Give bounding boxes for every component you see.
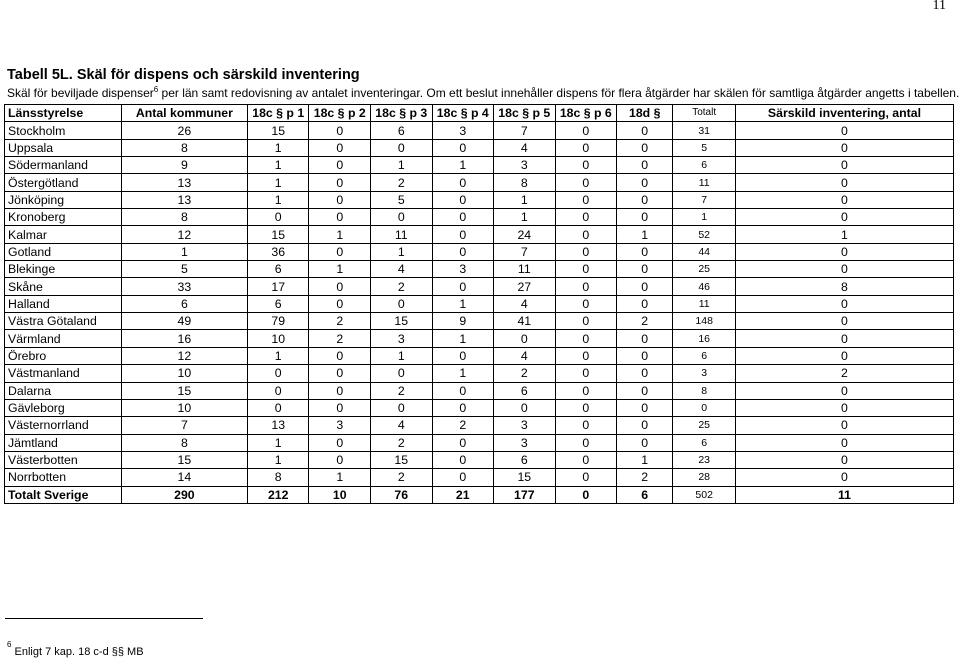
county-name-cell: Östergötland bbox=[5, 174, 122, 191]
table-cell: 6 bbox=[494, 451, 556, 468]
county-name-cell: Halland bbox=[5, 295, 122, 312]
table-cell: 41 bbox=[494, 313, 556, 330]
table-cell: 15 bbox=[247, 226, 309, 243]
table-cell: 1 bbox=[432, 365, 494, 382]
table-row bbox=[5, 434, 954, 451]
table-cell: 1 bbox=[309, 261, 371, 278]
table-row bbox=[5, 365, 954, 382]
table-cell: 31 bbox=[673, 122, 736, 139]
table-cell: 2 bbox=[617, 469, 673, 486]
table-row bbox=[5, 278, 954, 295]
county-name-cell: Skåne bbox=[5, 278, 122, 295]
table-cell: 0 bbox=[555, 330, 617, 347]
table-cell: 0 bbox=[432, 382, 494, 399]
county-name-cell: Värmland bbox=[5, 330, 122, 347]
table-cell: 0 bbox=[735, 417, 953, 434]
table-cell: 33 bbox=[121, 278, 247, 295]
table-cell: 0 bbox=[309, 347, 371, 364]
table-cell: 0 bbox=[735, 451, 953, 468]
table-cell: 10 bbox=[121, 365, 247, 382]
table-cell: 0 bbox=[735, 139, 953, 156]
table-cell: 0 bbox=[735, 157, 953, 174]
table-cell: 0 bbox=[432, 226, 494, 243]
table-cell: 502 bbox=[673, 486, 736, 503]
table-cell: 11 bbox=[673, 295, 736, 312]
table-cell: 0 bbox=[432, 399, 494, 416]
table-cell: 14 bbox=[121, 469, 247, 486]
table-row bbox=[5, 417, 954, 434]
table-cell: 6 bbox=[673, 347, 736, 364]
table-cell: 0 bbox=[555, 157, 617, 174]
table-cell: 4 bbox=[494, 295, 556, 312]
table-cell: 0 bbox=[494, 399, 556, 416]
dispensation-table bbox=[4, 104, 954, 504]
table-row bbox=[5, 174, 954, 191]
table-cell: 8 bbox=[247, 469, 309, 486]
subtitle-text-start: Skäl för beviljade dispenser bbox=[7, 86, 154, 100]
table-cell: 3 bbox=[494, 434, 556, 451]
table-cell: 1 bbox=[673, 209, 736, 226]
table-cell: 0 bbox=[617, 295, 673, 312]
table-row bbox=[5, 209, 954, 226]
table-title: Tabell 5L. Skäl för dispens och särskild inventering bbox=[7, 67, 360, 83]
table-cell: 1 bbox=[247, 157, 309, 174]
footnote bbox=[7, 640, 144, 658]
table-cell: 1 bbox=[309, 226, 371, 243]
table-cell: 0 bbox=[555, 469, 617, 486]
table-cell: 15 bbox=[494, 469, 556, 486]
table-cell: 21 bbox=[432, 486, 494, 503]
table-cell: 3 bbox=[494, 417, 556, 434]
table-row bbox=[5, 191, 954, 208]
table-cell: 0 bbox=[555, 174, 617, 191]
table-cell: 2 bbox=[735, 365, 953, 382]
table-cell: 0 bbox=[555, 434, 617, 451]
county-name-cell: Totalt Sverige bbox=[5, 486, 122, 503]
table-cell: 26 bbox=[121, 122, 247, 139]
table-cell: 3 bbox=[432, 122, 494, 139]
table-cell: 0 bbox=[617, 174, 673, 191]
county-name-cell: Kronoberg bbox=[5, 209, 122, 226]
table-cell: 1 bbox=[617, 451, 673, 468]
table-cell: 7 bbox=[494, 122, 556, 139]
column-header: 18c § p 5 bbox=[494, 105, 556, 122]
table-row bbox=[5, 469, 954, 486]
table-cell: 17 bbox=[247, 278, 309, 295]
table-cell: 148 bbox=[673, 313, 736, 330]
table-cell: 0 bbox=[371, 209, 433, 226]
column-header: 18c § p 6 bbox=[555, 105, 617, 122]
table-cell: 1 bbox=[309, 469, 371, 486]
table-cell: 0 bbox=[309, 243, 371, 260]
table-cell: 0 bbox=[617, 399, 673, 416]
table-cell: 25 bbox=[673, 261, 736, 278]
table-cell: 0 bbox=[432, 174, 494, 191]
table-cell: 0 bbox=[555, 139, 617, 156]
table-cell: 0 bbox=[247, 365, 309, 382]
table-cell: 0 bbox=[371, 399, 433, 416]
table-cell: 0 bbox=[555, 417, 617, 434]
table-cell: 3 bbox=[673, 365, 736, 382]
table-cell: 0 bbox=[617, 261, 673, 278]
table-cell: 0 bbox=[494, 330, 556, 347]
table-cell: 0 bbox=[735, 434, 953, 451]
table-row bbox=[5, 399, 954, 416]
table-cell: 1 bbox=[494, 209, 556, 226]
table-cell: 2 bbox=[371, 174, 433, 191]
table-cell: 0 bbox=[555, 451, 617, 468]
table-cell: 5 bbox=[121, 261, 247, 278]
table-cell: 10 bbox=[121, 399, 247, 416]
table-cell: 2 bbox=[371, 382, 433, 399]
table-cell: 0 bbox=[735, 261, 953, 278]
table-row bbox=[5, 261, 954, 278]
table-cell: 28 bbox=[673, 469, 736, 486]
column-header: 18d § bbox=[617, 105, 673, 122]
table-cell: 0 bbox=[371, 139, 433, 156]
county-name-cell: Västmanland bbox=[5, 365, 122, 382]
table-cell: 0 bbox=[247, 399, 309, 416]
table-cell: 0 bbox=[555, 295, 617, 312]
table-cell: 1 bbox=[371, 243, 433, 260]
table-cell: 0 bbox=[371, 365, 433, 382]
table-cell: 25 bbox=[673, 417, 736, 434]
table-cell: 0 bbox=[735, 174, 953, 191]
table-cell: 0 bbox=[432, 451, 494, 468]
table-cell: 0 bbox=[617, 139, 673, 156]
table-cell: 0 bbox=[555, 365, 617, 382]
table-row bbox=[5, 451, 954, 468]
table-cell: 0 bbox=[555, 209, 617, 226]
table-cell: 7 bbox=[121, 417, 247, 434]
table-cell: 2 bbox=[309, 330, 371, 347]
table-cell: 0 bbox=[309, 122, 371, 139]
county-name-cell: Västerbotten bbox=[5, 451, 122, 468]
table-cell: 0 bbox=[555, 226, 617, 243]
table-cell: 4 bbox=[494, 139, 556, 156]
table-cell: 5 bbox=[371, 191, 433, 208]
table-row bbox=[5, 122, 954, 139]
table-cell: 0 bbox=[617, 191, 673, 208]
table-cell: 10 bbox=[247, 330, 309, 347]
table-cell: 0 bbox=[735, 347, 953, 364]
county-name-cell: Jönköping bbox=[5, 191, 122, 208]
table-cell: 0 bbox=[555, 278, 617, 295]
table-cell: 2 bbox=[371, 434, 433, 451]
county-name-cell: Stockholm bbox=[5, 122, 122, 139]
table-cell: 11 bbox=[494, 261, 556, 278]
table-cell: 0 bbox=[309, 139, 371, 156]
table-cell: 0 bbox=[309, 365, 371, 382]
table-cell: 1 bbox=[432, 330, 494, 347]
table-cell: 4 bbox=[371, 261, 433, 278]
footnote-number: 6 bbox=[7, 640, 12, 649]
table-cell: 8 bbox=[673, 382, 736, 399]
table-cell: 0 bbox=[432, 434, 494, 451]
table-cell: 3 bbox=[494, 157, 556, 174]
county-name-cell: Örebro bbox=[5, 347, 122, 364]
table-cell: 1 bbox=[247, 139, 309, 156]
table-cell: 15 bbox=[247, 122, 309, 139]
table-cell: 16 bbox=[121, 330, 247, 347]
table-cell: 15 bbox=[371, 451, 433, 468]
table-cell: 0 bbox=[432, 191, 494, 208]
table-cell: 6 bbox=[494, 382, 556, 399]
table-cell: 8 bbox=[121, 434, 247, 451]
table-cell: 2 bbox=[309, 313, 371, 330]
table-cell: 0 bbox=[432, 347, 494, 364]
table-cell: 0 bbox=[735, 330, 953, 347]
table-cell: 6 bbox=[371, 122, 433, 139]
table-cell: 0 bbox=[309, 399, 371, 416]
table-cell: 12 bbox=[121, 226, 247, 243]
table-cell: 9 bbox=[121, 157, 247, 174]
table-cell: 0 bbox=[555, 313, 617, 330]
table-row bbox=[5, 139, 954, 156]
footnote-text: Enligt 7 kap. 18 c-d §§ MB bbox=[14, 646, 144, 658]
table-cell: 2 bbox=[432, 417, 494, 434]
table-cell: 0 bbox=[673, 399, 736, 416]
table-cell: 44 bbox=[673, 243, 736, 260]
table-cell: 49 bbox=[121, 313, 247, 330]
county-name-cell: Gävleborg bbox=[5, 399, 122, 416]
table-cell: 11 bbox=[371, 226, 433, 243]
table-cell: 15 bbox=[121, 451, 247, 468]
table-cell: 4 bbox=[371, 417, 433, 434]
column-header: Antal kommuner bbox=[121, 105, 247, 122]
table-row bbox=[5, 382, 954, 399]
column-header: 18c § p 1 bbox=[247, 105, 309, 122]
table-cell: 0 bbox=[617, 434, 673, 451]
county-name-cell: Jämtland bbox=[5, 434, 122, 451]
table-cell: 0 bbox=[309, 157, 371, 174]
footnote-divider bbox=[5, 618, 203, 619]
table-cell: 8 bbox=[121, 209, 247, 226]
table-cell: 0 bbox=[617, 157, 673, 174]
table-cell: 12 bbox=[121, 347, 247, 364]
table-cell: 8 bbox=[121, 139, 247, 156]
table-cell: 0 bbox=[735, 209, 953, 226]
table-cell: 0 bbox=[432, 139, 494, 156]
table-cell: 0 bbox=[309, 191, 371, 208]
county-name-cell: Södermanland bbox=[5, 157, 122, 174]
table-cell: 0 bbox=[555, 122, 617, 139]
table-cell: 1 bbox=[432, 157, 494, 174]
table-cell: 15 bbox=[121, 382, 247, 399]
table-cell: 0 bbox=[617, 243, 673, 260]
table-cell: 1 bbox=[494, 191, 556, 208]
table-cell: 1 bbox=[121, 243, 247, 260]
table-cell: 0 bbox=[735, 382, 953, 399]
table-cell: 0 bbox=[555, 261, 617, 278]
table-cell: 0 bbox=[555, 347, 617, 364]
table-cell: 1 bbox=[617, 226, 673, 243]
table-cell: 6 bbox=[121, 295, 247, 312]
table-cell: 0 bbox=[617, 209, 673, 226]
column-header: Särskild inventering, antal bbox=[735, 105, 953, 122]
county-name-cell: Dalarna bbox=[5, 382, 122, 399]
table-cell: 0 bbox=[735, 469, 953, 486]
table-cell: 10 bbox=[309, 486, 371, 503]
table-cell: 0 bbox=[309, 174, 371, 191]
table-cell: 0 bbox=[309, 295, 371, 312]
table-row bbox=[5, 157, 954, 174]
table-cell: 0 bbox=[617, 347, 673, 364]
county-name-cell: Västra Götaland bbox=[5, 313, 122, 330]
table-cell: 36 bbox=[247, 243, 309, 260]
table-cell: 290 bbox=[121, 486, 247, 503]
table-cell: 0 bbox=[617, 382, 673, 399]
table-cell: 1 bbox=[247, 347, 309, 364]
table-row bbox=[5, 295, 954, 312]
column-header: 18c § p 4 bbox=[432, 105, 494, 122]
page-number: 11 bbox=[932, 0, 946, 13]
table-cell: 11 bbox=[673, 174, 736, 191]
table-cell: 0 bbox=[247, 382, 309, 399]
column-header: Totalt bbox=[673, 105, 736, 122]
subtitle-text-end: per län samt redovisning av antalet inventeringar. Om ett beslut innehåller dispens för flera åtgärder har skälen för samtliga åtgärder angetts i tabellen. bbox=[158, 86, 960, 100]
table-cell: 0 bbox=[617, 330, 673, 347]
county-name-cell: Kalmar bbox=[5, 226, 122, 243]
table-cell: 0 bbox=[617, 417, 673, 434]
table-cell: 0 bbox=[735, 122, 953, 139]
table-cell: 1 bbox=[247, 191, 309, 208]
table-cell: 13 bbox=[121, 174, 247, 191]
table-cell: 24 bbox=[494, 226, 556, 243]
county-name-cell: Uppsala bbox=[5, 139, 122, 156]
table-subtitle bbox=[7, 85, 959, 100]
table-cell: 6 bbox=[247, 261, 309, 278]
table-cell: 0 bbox=[555, 399, 617, 416]
table-cell: 0 bbox=[247, 209, 309, 226]
table-cell: 0 bbox=[309, 434, 371, 451]
table-cell: 2 bbox=[371, 469, 433, 486]
table-cell: 0 bbox=[555, 243, 617, 260]
table-cell: 13 bbox=[247, 417, 309, 434]
table-cell: 0 bbox=[309, 451, 371, 468]
column-header: 18c § p 2 bbox=[309, 105, 371, 122]
table-cell: 76 bbox=[371, 486, 433, 503]
table-cell: 2 bbox=[371, 278, 433, 295]
table-cell: 0 bbox=[432, 469, 494, 486]
table-cell: 16 bbox=[673, 330, 736, 347]
table-cell: 0 bbox=[309, 209, 371, 226]
table-cell: 0 bbox=[309, 382, 371, 399]
table-row bbox=[5, 226, 954, 243]
column-header: 18c § p 3 bbox=[371, 105, 433, 122]
table-cell: 8 bbox=[735, 278, 953, 295]
table-cell: 6 bbox=[617, 486, 673, 503]
table-cell: 3 bbox=[371, 330, 433, 347]
table-header-row bbox=[5, 105, 954, 122]
total-row bbox=[5, 486, 954, 503]
table-cell: 15 bbox=[371, 313, 433, 330]
table-cell: 0 bbox=[617, 278, 673, 295]
table-body bbox=[5, 122, 954, 504]
table-cell: 0 bbox=[432, 209, 494, 226]
table-cell: 13 bbox=[121, 191, 247, 208]
county-name-cell: Norrbotten bbox=[5, 469, 122, 486]
table-cell: 79 bbox=[247, 313, 309, 330]
column-header: Länsstyrelse bbox=[5, 105, 122, 122]
table-cell: 2 bbox=[617, 313, 673, 330]
table-cell: 3 bbox=[432, 261, 494, 278]
table-cell: 0 bbox=[432, 243, 494, 260]
table-cell: 23 bbox=[673, 451, 736, 468]
table-cell: 4 bbox=[494, 347, 556, 364]
table-cell: 2 bbox=[494, 365, 556, 382]
table-cell: 7 bbox=[494, 243, 556, 260]
table-cell: 27 bbox=[494, 278, 556, 295]
table-cell: 1 bbox=[247, 174, 309, 191]
table-cell: 0 bbox=[617, 365, 673, 382]
table-cell: 0 bbox=[617, 122, 673, 139]
table-cell: 212 bbox=[247, 486, 309, 503]
table-cell: 11 bbox=[735, 486, 953, 503]
table-row bbox=[5, 347, 954, 364]
table-cell: 0 bbox=[735, 243, 953, 260]
table-row bbox=[5, 243, 954, 260]
table-cell: 0 bbox=[735, 313, 953, 330]
county-name-cell: Blekinge bbox=[5, 261, 122, 278]
table-cell: 1 bbox=[371, 347, 433, 364]
table-cell: 177 bbox=[494, 486, 556, 503]
table-cell: 52 bbox=[673, 226, 736, 243]
table-cell: 0 bbox=[555, 382, 617, 399]
table-cell: 0 bbox=[371, 295, 433, 312]
table-cell: 1 bbox=[432, 295, 494, 312]
table-cell: 3 bbox=[309, 417, 371, 434]
table-cell: 46 bbox=[673, 278, 736, 295]
table-cell: 1 bbox=[371, 157, 433, 174]
table-cell: 0 bbox=[555, 486, 617, 503]
footnote-reference: 6 bbox=[153, 85, 159, 94]
table-cell: 7 bbox=[673, 191, 736, 208]
table-cell: 1 bbox=[247, 451, 309, 468]
table-cell: 6 bbox=[673, 157, 736, 174]
table-cell: 6 bbox=[673, 434, 736, 451]
table-cell: 6 bbox=[247, 295, 309, 312]
table-cell: 0 bbox=[432, 278, 494, 295]
county-name-cell: Västernorrland bbox=[5, 417, 122, 434]
table-row bbox=[5, 313, 954, 330]
table-cell: 9 bbox=[432, 313, 494, 330]
table-cell: 1 bbox=[247, 434, 309, 451]
table-cell: 0 bbox=[735, 399, 953, 416]
table-row bbox=[5, 330, 954, 347]
table-cell: 0 bbox=[735, 191, 953, 208]
table-cell: 0 bbox=[309, 278, 371, 295]
table-cell: 5 bbox=[673, 139, 736, 156]
table-cell: 1 bbox=[735, 226, 953, 243]
table-cell: 8 bbox=[494, 174, 556, 191]
table-cell: 0 bbox=[555, 191, 617, 208]
table-cell: 0 bbox=[735, 295, 953, 312]
county-name-cell: Gotland bbox=[5, 243, 122, 260]
